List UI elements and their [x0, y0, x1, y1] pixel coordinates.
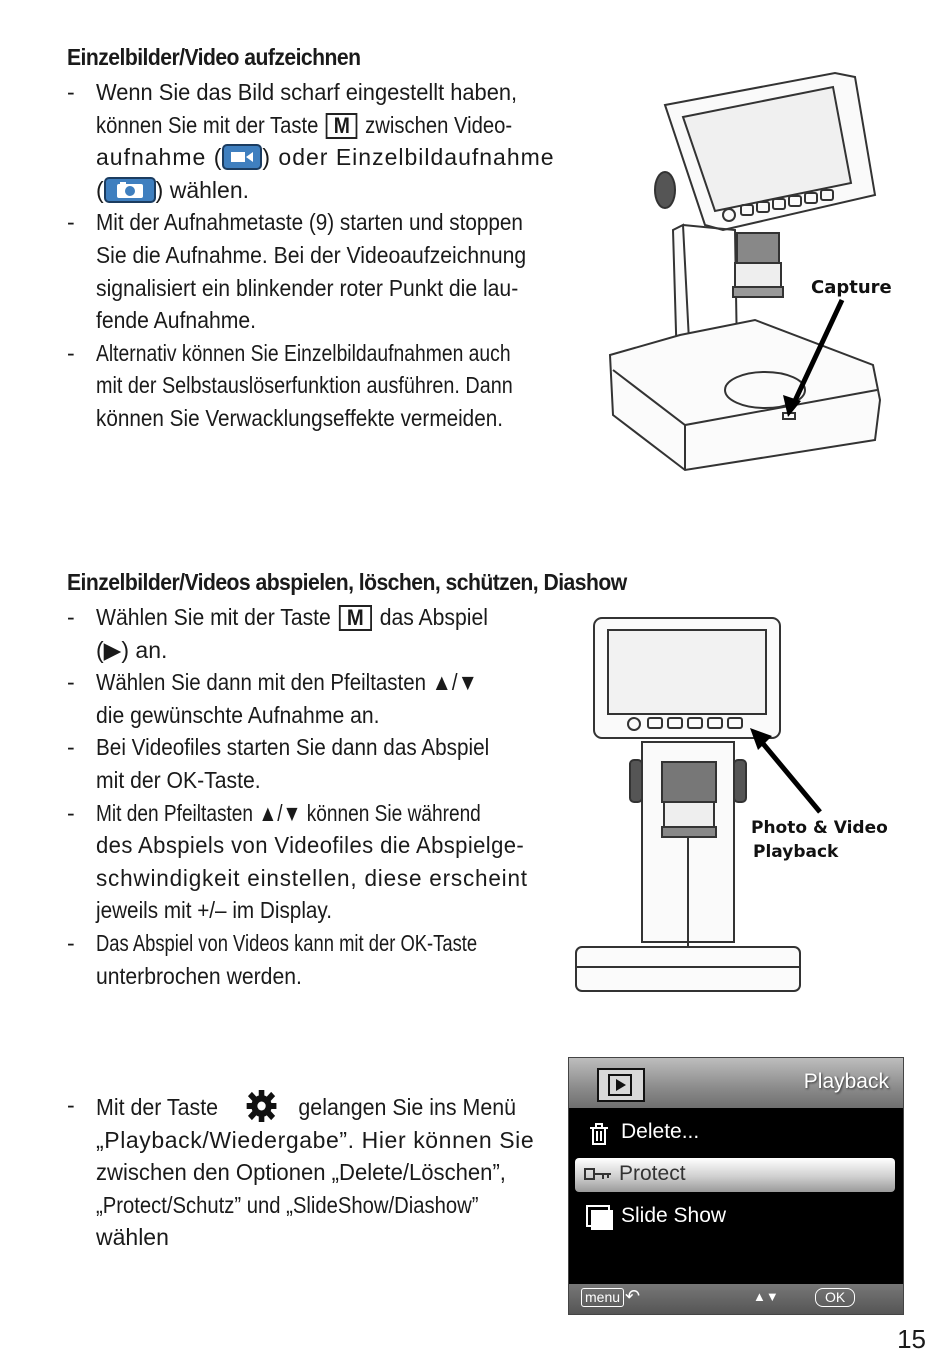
- playback-label: Playback: [753, 842, 839, 862]
- menu-title: Playback: [803, 1070, 889, 1093]
- up-down-arrows-icon: ▲▼: [753, 1289, 779, 1304]
- text-line: ( ) wählen.: [96, 176, 249, 203]
- list-item: [67, 601, 535, 666]
- text-line: zwischen den Optionen „Delete/Löschen”,: [96, 1159, 506, 1186]
- capture-label: Capture: [811, 277, 892, 298]
- list-item: [67, 927, 535, 992]
- m-key-icon: M: [339, 605, 372, 631]
- trash-icon: [587, 1122, 611, 1146]
- text-line: (▶) an.: [96, 636, 168, 663]
- menu-footer: [569, 1284, 903, 1314]
- ok-key-icon: OK: [815, 1288, 855, 1307]
- menu-key-icon: menu: [581, 1288, 624, 1307]
- text-line: Mit der Taste gelangen Sie ins Menü: [96, 1089, 508, 1124]
- text-line: schwindigkeit einstellen, diese erscheint: [96, 864, 528, 891]
- list-item: [67, 1089, 539, 1254]
- section1-body: [67, 76, 561, 435]
- page-number: 15: [897, 1324, 926, 1354]
- text-line: „Protect/Schutz” und „SlideShow/Diashow”: [96, 1191, 479, 1218]
- microscope-playback-figure: [570, 612, 900, 997]
- bullet-dash: -: [67, 734, 75, 761]
- text-line: unterbrochen werden.: [96, 962, 302, 989]
- menu-item-label: Delete...: [621, 1120, 700, 1143]
- text-line: können Sie mit der Taste M zwischen Video-: [96, 111, 513, 138]
- text-line: mit der OK-Taste.: [96, 766, 261, 793]
- menu-item-delete[interactable]: [577, 1116, 895, 1150]
- bullet-dash: -: [67, 669, 75, 696]
- bullet-dash: -: [67, 929, 75, 956]
- text-line: Sie die Aufnahme. Bei der Videoaufzeichnung: [96, 241, 527, 268]
- list-item: [67, 731, 535, 796]
- bullet-dash: -: [67, 339, 75, 366]
- text-line: signalisiert ein blinkender roter Punkt die lau-: [96, 274, 519, 301]
- list-item: [67, 666, 535, 731]
- text-line: fende Aufnahme.: [96, 307, 257, 334]
- menu-header: [569, 1058, 903, 1108]
- text-line: mit der Selbstauslöserfunktion ausführen. Dann: [96, 372, 513, 399]
- section3-body: [67, 1089, 539, 1254]
- section2-heading: Einzelbilder/Videos abspielen, löschen, schützen, Diashow: [67, 569, 627, 595]
- text-line: aufnahme ( ) oder Einzelbildaufnahme: [96, 144, 555, 171]
- text-line: Mit den Pfeiltasten ▲/▼ können Sie während: [96, 799, 481, 826]
- section1-heading: Einzelbilder/Video aufzeichnen: [67, 44, 361, 70]
- text-line: Wenn Sie das Bild scharf eingestellt haben,: [96, 79, 518, 105]
- bullet-dash: -: [67, 604, 75, 630]
- text-line: Wählen Sie mit der Taste M das Abspiel: [96, 604, 488, 630]
- text-line: Das Abspiel von Videos kann mit der OK-Taste: [96, 929, 478, 956]
- menu-item-slideshow[interactable]: [577, 1200, 895, 1234]
- menu-item-label: Protect: [619, 1162, 686, 1185]
- text-line: „Playback/Wiedergabe”. Hier können Sie: [96, 1126, 535, 1153]
- text-line: Mit der Aufnahmetaste (9) starten und stoppen: [96, 209, 523, 236]
- text-line: jeweils mit +/– im Display.: [96, 897, 333, 924]
- text-line: des Abspiels von Videofiles die Abspielge-: [96, 832, 525, 859]
- section2-body: [67, 601, 535, 992]
- text-line: wählen: [96, 1224, 169, 1251]
- bullet-dash: -: [67, 799, 75, 826]
- gear-icon: [244, 1089, 277, 1123]
- text-line: Wählen Sie dann mit den Pfeiltasten ▲/▼: [96, 669, 478, 696]
- photo-video-label: Photo & Video: [751, 818, 888, 838]
- menu-item-protect[interactable]: [575, 1158, 895, 1192]
- slideshow-icon: [585, 1204, 615, 1232]
- key-icon: [583, 1166, 613, 1184]
- back-arrow-icon: ↶: [625, 1286, 641, 1306]
- list-item: [67, 337, 561, 435]
- list-item: [67, 797, 535, 927]
- text-line: die gewünschte Aufnahme an.: [96, 701, 380, 728]
- play-icon: [597, 1068, 645, 1102]
- m-key-icon: M: [326, 113, 358, 139]
- menu-item-label: Slide Show: [621, 1204, 727, 1227]
- text-line: können Sie Verwacklungseffekte vermeiden.: [96, 404, 503, 431]
- bullet-dash: -: [67, 1092, 75, 1118]
- list-item: [67, 76, 561, 206]
- text-line: Bei Videofiles starten Sie dann das Abspiel: [96, 734, 490, 761]
- text-line: Alternativ können Sie Einzelbildaufnahmen auch: [96, 339, 511, 366]
- microscope-capture-figure: [605, 65, 895, 480]
- playback-menu-screen: [568, 1057, 904, 1315]
- photo-camera-icon: [104, 177, 156, 203]
- bullet-dash: -: [67, 209, 75, 236]
- list-item: [67, 206, 561, 336]
- video-camera-icon: [222, 144, 262, 170]
- bullet-dash: -: [67, 79, 75, 105]
